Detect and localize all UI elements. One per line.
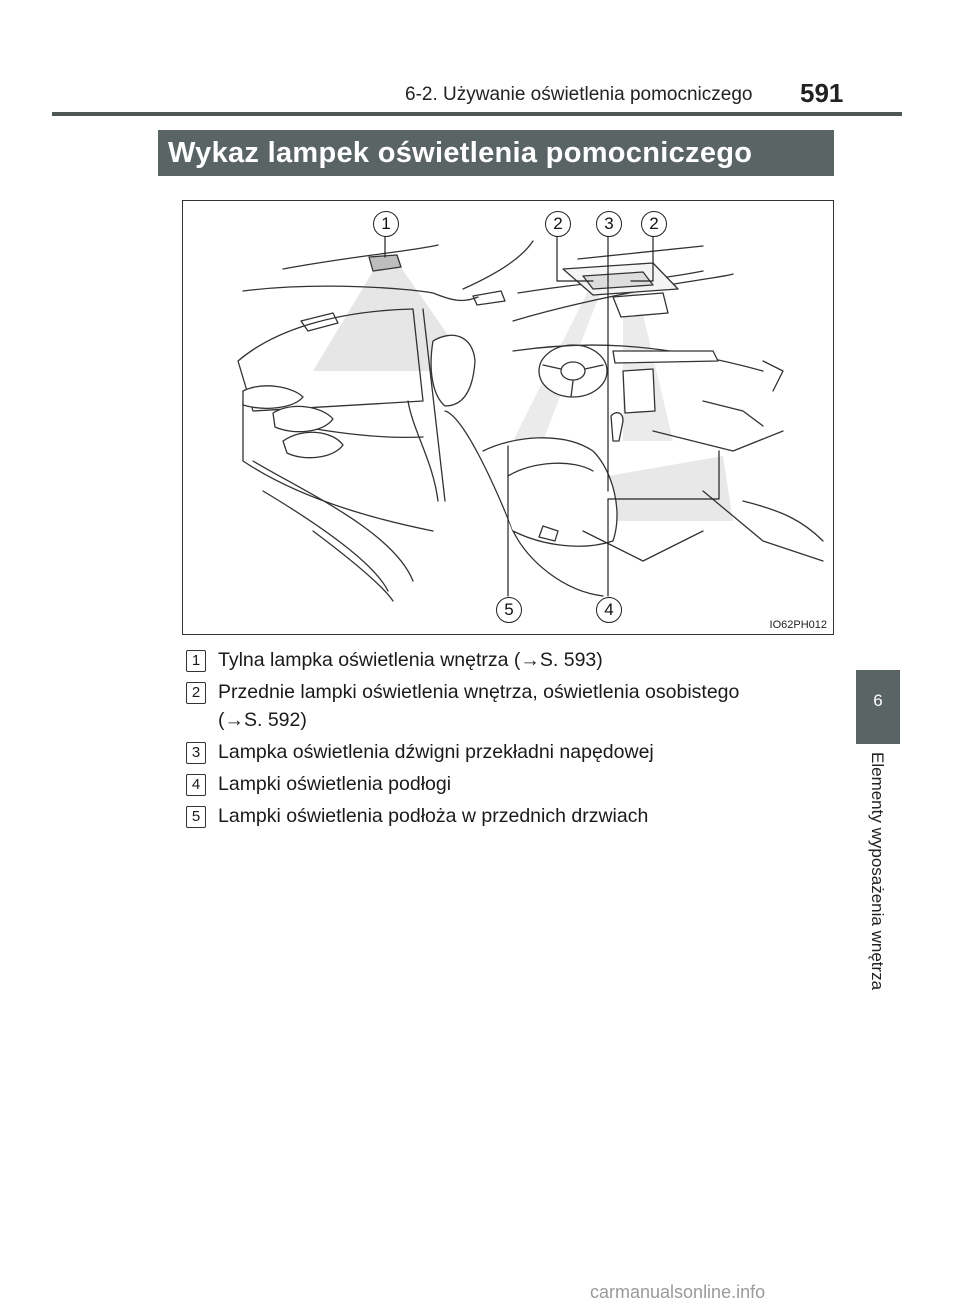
header-divider: [52, 112, 902, 116]
legend-text: Przednie lampki oświetlenia wnętrza, oświetlenia osobistego: [218, 681, 740, 703]
interior-lights-illustration: [182, 200, 834, 635]
rear-view-mirror: [613, 293, 668, 317]
car-interior-drawing: [183, 201, 834, 635]
legend-text: Lampka oświetlenia dźwigni przekładni napędowej: [218, 741, 654, 763]
watermark: carmanualsonline.info: [590, 1282, 766, 1302]
chapter-label: Elementy wyposażenia wnętrza: [868, 752, 887, 991]
center-display: [623, 369, 655, 413]
callout-3: 3: [596, 211, 622, 237]
page-number: 591: [800, 78, 844, 108]
figure-code: IO62PH012: [769, 619, 827, 631]
header-section-title: 6-2. Używanie oświetlenia pomocniczego: [405, 84, 753, 105]
section-heading: Wykaz lampek oświetlenia pomocniczego: [158, 130, 834, 176]
front-seat-headrest: [431, 335, 475, 406]
legend-text: Lampki oświetlenia podłogi: [218, 773, 452, 795]
legend-text: Tylna lampka oświetlenia wnętrza (→S. 593): [218, 649, 603, 671]
chapter-tab[interactable]: [856, 670, 900, 744]
callout-1: 1: [373, 211, 399, 237]
legend-number: 4: [186, 774, 206, 796]
callout-2-left: 2: [545, 211, 571, 237]
legend-number: 3: [186, 742, 206, 764]
gear-lever: [611, 413, 623, 441]
legend-text-continued: (→S. 592): [218, 709, 307, 731]
legend-number: 1: [186, 650, 206, 672]
callout-4: 4: [596, 597, 622, 623]
legend-text: Lampki oświetlenia podłoża w przednich drzwiach: [218, 805, 649, 827]
chapter-number: 6: [873, 691, 883, 710]
legend-number: 5: [186, 806, 206, 828]
legend-number: 2: [186, 682, 206, 704]
callout-2-right: 2: [641, 211, 667, 237]
floor-light-beam: [608, 456, 733, 521]
steering-wheel: [539, 345, 607, 397]
callout-5: 5: [496, 597, 522, 623]
